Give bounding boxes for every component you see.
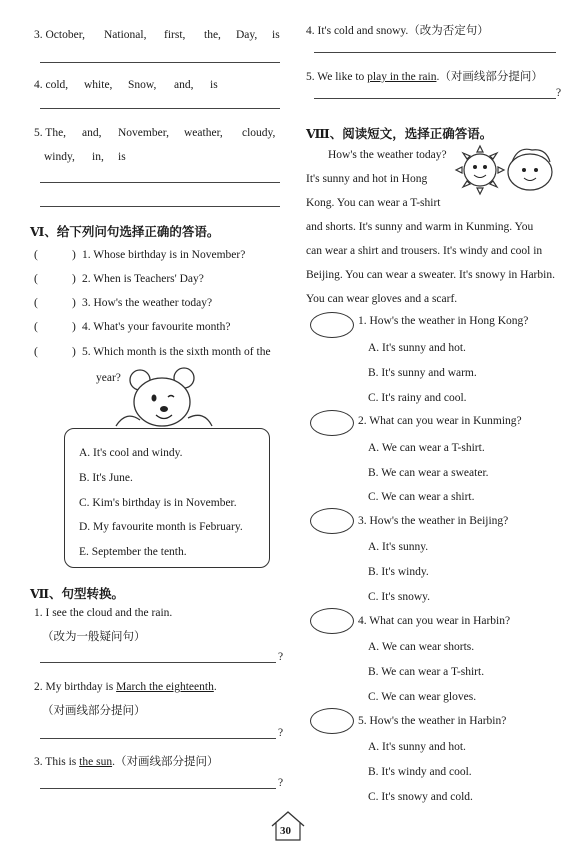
reading-option: B. We can wear a T-shirt. (368, 666, 485, 678)
paren-close: ) (72, 346, 76, 358)
answer-line[interactable] (40, 108, 280, 109)
passage-line: Kong. You can wear a T-shirt (306, 197, 441, 209)
q3-word: first, (164, 29, 186, 41)
reading-question: 4. What can you wear in Harbin? (358, 615, 511, 627)
reading-question: 1. How's the weather in Hong Kong? (358, 315, 529, 327)
match-question: 1. Whose birthday is in November? (82, 249, 246, 261)
match-question: 2. When is Teachers' Day? (82, 273, 204, 285)
section-7-title: Ⅶ、句型转换。 (30, 587, 125, 601)
q5-label: 5. The, (34, 127, 67, 139)
transform-q4: 4. It's cold and snowy.（改为否定句） (306, 25, 489, 37)
q3-word: Day, (236, 29, 258, 41)
transform-note: （改为一般疑问句） (42, 631, 146, 643)
answer-line[interactable] (40, 206, 280, 207)
transform-note: （对画线部分提问） (42, 705, 146, 717)
passage-line: and shorts. It's sunny and warm in Kunming. You (306, 221, 534, 233)
reading-question: 5. How's the weather in Harbin? (358, 715, 507, 727)
q5-word: cloudy, (242, 127, 276, 139)
passage-line: Beijing. You can wear a sweater. It's snowy in Harbin. (306, 269, 555, 281)
match-question: 3. How's the weather today? (82, 297, 213, 309)
answer-oval[interactable] (310, 312, 354, 338)
reading-option: A. We can wear a T-shirt. (368, 442, 485, 454)
reading-option: A. It's sunny. (368, 541, 429, 553)
passage-line: It's sunny and hot in Hong (306, 173, 428, 185)
paren-open: ( (34, 346, 38, 358)
transform-q2-text: 2. My birthday is (34, 681, 117, 693)
paren-open: ( (34, 249, 38, 261)
answer-line[interactable] (40, 738, 276, 739)
reading-question: 2. What can you wear in Kunming? (358, 415, 522, 427)
transform-q3-end: .（对画线部分提问） (112, 756, 219, 768)
q4-word: Snow, (128, 79, 157, 91)
reading-option: C. We can wear a shirt. (368, 491, 475, 503)
paren-close: ) (72, 297, 76, 309)
sun-cloud-illustration (450, 140, 560, 200)
paren-open: ( (34, 321, 38, 333)
answer-line[interactable] (40, 788, 276, 789)
q5-word: weather, (184, 127, 223, 139)
reading-option: C. It's rainy and cool. (368, 392, 467, 404)
answer-oval[interactable] (310, 608, 354, 634)
q4-word: white, (84, 79, 113, 91)
q5-word: windy, (44, 151, 75, 163)
match-question-cont: year? (96, 372, 121, 384)
transform-q1: 1. I see the cloud and the rain. (34, 607, 173, 619)
question-mark: ? (278, 777, 284, 789)
question-mark: ? (278, 727, 284, 739)
page-number: 30 (280, 825, 291, 837)
paren-close: ) (72, 273, 76, 285)
paren-open: ( (34, 297, 38, 309)
q3-label: 3. October, (34, 29, 85, 41)
underlined-phrase: March the eighteenth (116, 681, 214, 693)
transform-q5-text: 5. We like to (306, 71, 368, 83)
answer-box (64, 428, 270, 568)
section-6-title: Ⅵ、给下列问句选择正确的答语。 (30, 225, 220, 239)
underlined-phrase: play in the rain (367, 71, 437, 83)
question-mark: ? (556, 87, 562, 99)
transform-q3-text: 3. This is (34, 756, 80, 768)
q5-word: is (118, 151, 126, 163)
q3-word: National, (104, 29, 147, 41)
transform-q2 (34, 680, 217, 694)
answer-line[interactable] (40, 662, 276, 663)
reading-option: C. It's snowy and cold. (368, 791, 473, 803)
transform-q3 (34, 755, 218, 769)
answer-option: D. My favourite month is February. (79, 521, 243, 533)
reading-option: A. We can wear shorts. (368, 641, 475, 653)
transform-q5-end: .（对画线部分提问） (436, 71, 543, 83)
reading-option: C. We can wear gloves. (368, 691, 477, 703)
answer-line[interactable] (314, 52, 556, 53)
q5-word: in, (92, 151, 104, 163)
passage-line: can wear a shirt and trousers. It's windy and cool in (306, 245, 543, 257)
reading-option: B. It's windy and cool. (368, 766, 472, 778)
q4-word: and, (174, 79, 194, 91)
transform-q5 (306, 70, 543, 84)
q4-label: 4. cold, (34, 79, 69, 91)
reading-option: B. It's sunny and warm. (368, 367, 477, 379)
paren-close: ) (72, 321, 76, 333)
section-8-title: Ⅷ、阅读短文，选择正确答语。 (306, 127, 493, 141)
reading-question: 3. How's the weather in Beijing? (358, 515, 509, 527)
q3-word: is (272, 29, 280, 41)
answer-option: C. Kim's birthday is in November. (79, 497, 237, 509)
transform-q2-end: . (213, 681, 217, 693)
answer-option: B. It's June. (79, 472, 133, 484)
match-question: 5. Which month is the sixth month of the (82, 346, 271, 358)
question-mark: ? (278, 651, 284, 663)
reading-option: A. It's sunny and hot. (368, 741, 466, 753)
answer-line[interactable] (40, 182, 280, 183)
answer-oval[interactable] (310, 508, 354, 534)
reading-option: B. We can wear a sweater. (368, 467, 489, 479)
passage-line: How's the weather today? (328, 149, 447, 161)
reading-option: B. It's windy. (368, 566, 429, 578)
q5-word: November, (118, 127, 169, 139)
reading-option: A. It's sunny and hot. (368, 342, 466, 354)
answer-line[interactable] (314, 98, 556, 99)
q3-word: the, (204, 29, 221, 41)
underlined-phrase: the sun (79, 756, 113, 768)
answer-oval[interactable] (310, 708, 354, 734)
paren-open: ( (34, 273, 38, 285)
paren-close: ) (72, 249, 76, 261)
answer-option: E. September the tenth. (79, 546, 187, 558)
q4-word: is (210, 79, 218, 91)
answer-line[interactable] (40, 62, 280, 63)
page-number-badge (268, 808, 308, 844)
answer-option: A. It's cool and windy. (79, 447, 183, 459)
reading-option: C. It's snowy. (368, 591, 431, 603)
passage-line: You can wear gloves and a scarf. (306, 293, 458, 305)
match-question: 4. What's your favourite month? (82, 321, 231, 333)
answer-oval[interactable] (310, 410, 354, 436)
q5-word: and, (82, 127, 102, 139)
